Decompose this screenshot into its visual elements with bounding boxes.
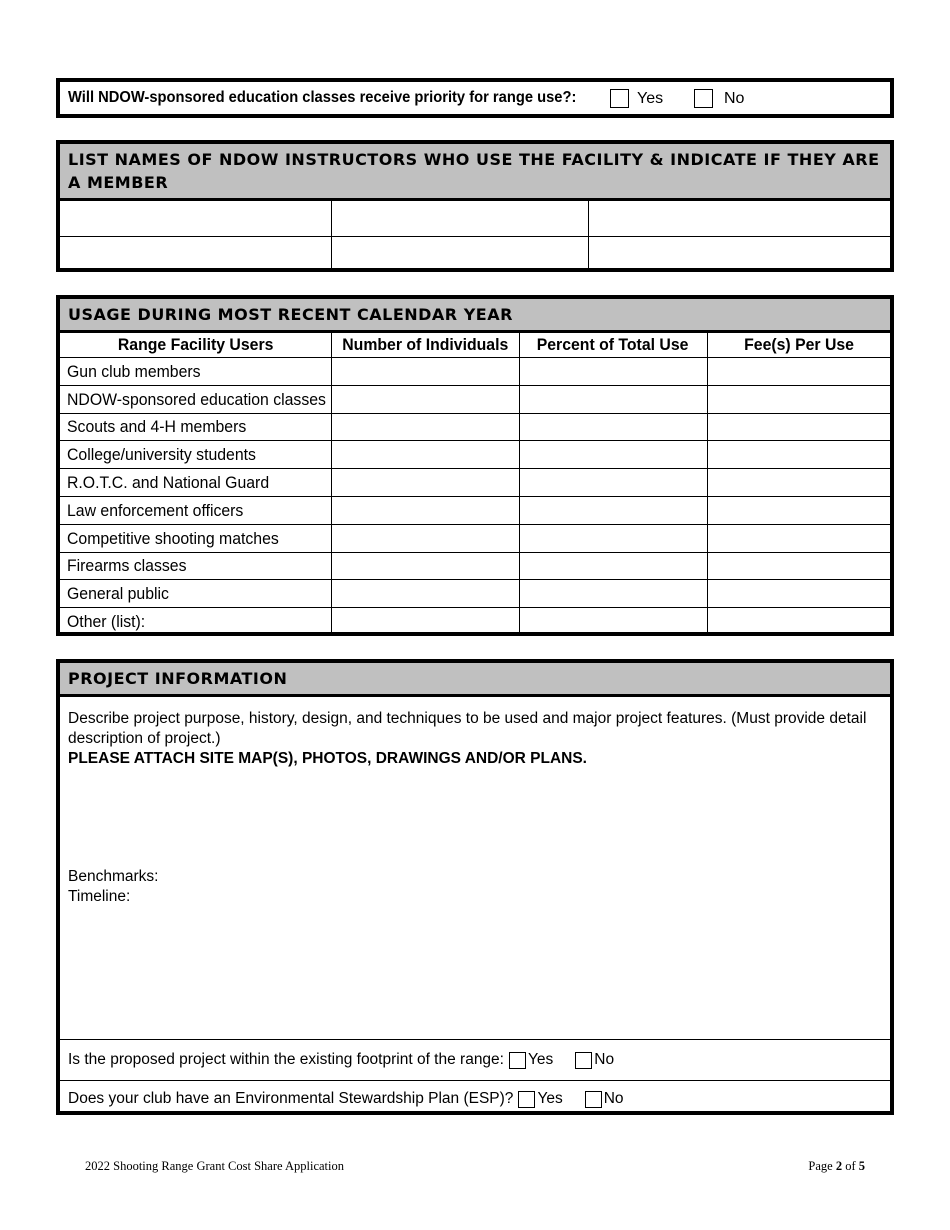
instructors-row — [60, 237, 890, 273]
usage-row-label: NDOW-sponsored education classes — [60, 385, 331, 413]
usage-fee-cell[interactable] — [707, 441, 890, 469]
priority-yes-option[interactable] — [610, 89, 663, 108]
priority-yes-label: Yes — [637, 89, 664, 107]
usage-row — [60, 496, 890, 524]
usage-row — [60, 469, 890, 497]
usage-row — [60, 413, 890, 441]
usage-individuals-cell[interactable] — [331, 608, 519, 635]
usage-individuals-cell[interactable] — [331, 524, 519, 552]
instructor-cell[interactable] — [331, 201, 588, 237]
esp-no-checkbox[interactable] — [585, 1091, 602, 1108]
usage-row — [60, 358, 890, 386]
usage-row — [60, 608, 890, 635]
footprint-yes-checkbox[interactable] — [509, 1052, 526, 1069]
footprint-yes-label: Yes — [527, 1051, 554, 1068]
usage-individuals-cell[interactable] — [331, 580, 519, 608]
usage-percent-cell[interactable] — [519, 413, 707, 441]
usage-individuals-cell[interactable] — [331, 469, 519, 497]
esp-yes-label: Yes — [537, 1090, 563, 1107]
usage-header-row — [60, 333, 890, 358]
usage-individuals-cell[interactable] — [331, 441, 519, 469]
instructors-row — [60, 201, 890, 237]
footprint-no-label: No — [594, 1051, 615, 1068]
col-header-fees: Fee(s) Per Use — [707, 333, 890, 358]
usage-row-label: Gun club members — [60, 358, 331, 386]
usage-fee-cell[interactable] — [707, 469, 890, 497]
project-description-area[interactable] — [60, 697, 890, 1039]
usage-fee-cell[interactable] — [707, 524, 890, 552]
footer-title: 2022 Shooting Range Grant Cost Share Application — [85, 1159, 345, 1173]
priority-yes-checkbox[interactable] — [610, 89, 629, 108]
usage-individuals-cell[interactable] — [331, 385, 519, 413]
usage-row-label: Competitive shooting matches — [60, 524, 331, 552]
usage-percent-cell[interactable] — [519, 580, 707, 608]
page-number: Page 2 of 5 — [808, 1159, 865, 1173]
instructors-section — [56, 140, 894, 272]
usage-row-label: Other (list): — [60, 608, 331, 635]
esp-yes-option[interactable] — [518, 1090, 562, 1108]
usage-row — [60, 385, 890, 413]
usage-fee-cell[interactable] — [707, 552, 890, 580]
usage-fee-cell[interactable] — [707, 496, 890, 524]
footprint-yes-option[interactable] — [509, 1051, 553, 1069]
benchmarks-label: Benchmarks: — [68, 868, 159, 885]
usage-row-label: Firearms classes — [60, 552, 331, 580]
col-header-individuals: Number of Individuals — [331, 333, 519, 358]
usage-percent-cell[interactable] — [519, 524, 707, 552]
esp-yes-checkbox[interactable] — [518, 1091, 535, 1108]
project-attach-note: PLEASE ATTACH SITE MAP(S), PHOTOS, DRAWINGS AND/OR PLANS. — [68, 750, 587, 767]
usage-percent-cell[interactable] — [519, 496, 707, 524]
usage-row-label: College/university students — [60, 441, 331, 469]
priority-question-box — [56, 78, 894, 118]
instructor-cell[interactable] — [588, 237, 890, 273]
esp-question-row — [60, 1080, 890, 1117]
usage-row-label: R.O.T.C. and National Guard — [60, 469, 331, 497]
footprint-no-checkbox[interactable] — [575, 1052, 592, 1069]
usage-percent-cell[interactable] — [519, 441, 707, 469]
usage-individuals-cell[interactable] — [331, 496, 519, 524]
usage-fee-cell[interactable] — [707, 413, 890, 441]
col-header-percent: Percent of Total Use — [519, 333, 707, 358]
usage-heading: USAGE DURING MOST RECENT CALENDAR YEAR — [60, 299, 890, 333]
usage-percent-cell[interactable] — [519, 385, 707, 413]
priority-no-checkbox[interactable] — [694, 89, 713, 108]
priority-no-option[interactable] — [694, 89, 744, 108]
usage-individuals-cell[interactable] — [331, 552, 519, 580]
usage-row-label: Law enforcement officers — [60, 496, 331, 524]
usage-percent-cell[interactable] — [519, 552, 707, 580]
usage-row — [60, 441, 890, 469]
footprint-question: Is the proposed project within the existing footprint of the range: — [68, 1051, 504, 1068]
usage-individuals-cell[interactable] — [331, 358, 519, 386]
project-section — [56, 659, 894, 1115]
esp-question: Does your club have an Environmental Stewardship Plan (ESP)? — [68, 1090, 514, 1107]
esp-no-label: No — [603, 1090, 624, 1107]
col-header-users: Range Facility Users — [60, 333, 331, 358]
usage-row — [60, 524, 890, 552]
usage-percent-cell[interactable] — [519, 469, 707, 497]
esp-no-option[interactable] — [585, 1090, 624, 1108]
usage-row — [60, 580, 890, 608]
usage-fee-cell[interactable] — [707, 358, 890, 386]
usage-section — [56, 295, 894, 636]
instructors-heading: LIST NAMES OF NDOW INSTRUCTORS WHO USE THE FACILITY & INDICATE IF THEY ARE A MEMBER — [60, 144, 890, 201]
usage-row — [60, 552, 890, 580]
instructor-cell[interactable] — [588, 201, 890, 237]
priority-question: Will NDOW-sponsored education classes receive priority for range use?: — [68, 89, 577, 106]
usage-fee-cell[interactable] — [707, 580, 890, 608]
timeline-label: Timeline: — [68, 888, 131, 905]
project-description-text: Describe project purpose, history, design, and techniques to be used and major project features. (Must provide detail description of project.) — [68, 710, 867, 747]
usage-table — [60, 333, 890, 635]
footprint-question-row — [60, 1039, 890, 1080]
usage-row-label: Scouts and 4-H members — [60, 413, 331, 441]
usage-percent-cell[interactable] — [519, 358, 707, 386]
priority-no-label: No — [724, 89, 745, 107]
instructors-table — [60, 201, 890, 272]
project-heading: PROJECT INFORMATION — [60, 663, 890, 697]
usage-fee-cell[interactable] — [707, 608, 890, 635]
instructor-cell[interactable] — [331, 237, 588, 273]
usage-percent-cell[interactable] — [519, 608, 707, 635]
usage-fee-cell[interactable] — [707, 385, 890, 413]
footprint-no-option[interactable] — [575, 1051, 614, 1069]
usage-row-label: General public — [60, 580, 331, 608]
instructor-cell[interactable] — [60, 237, 331, 273]
usage-individuals-cell[interactable] — [331, 413, 519, 441]
instructor-cell[interactable] — [60, 201, 331, 237]
